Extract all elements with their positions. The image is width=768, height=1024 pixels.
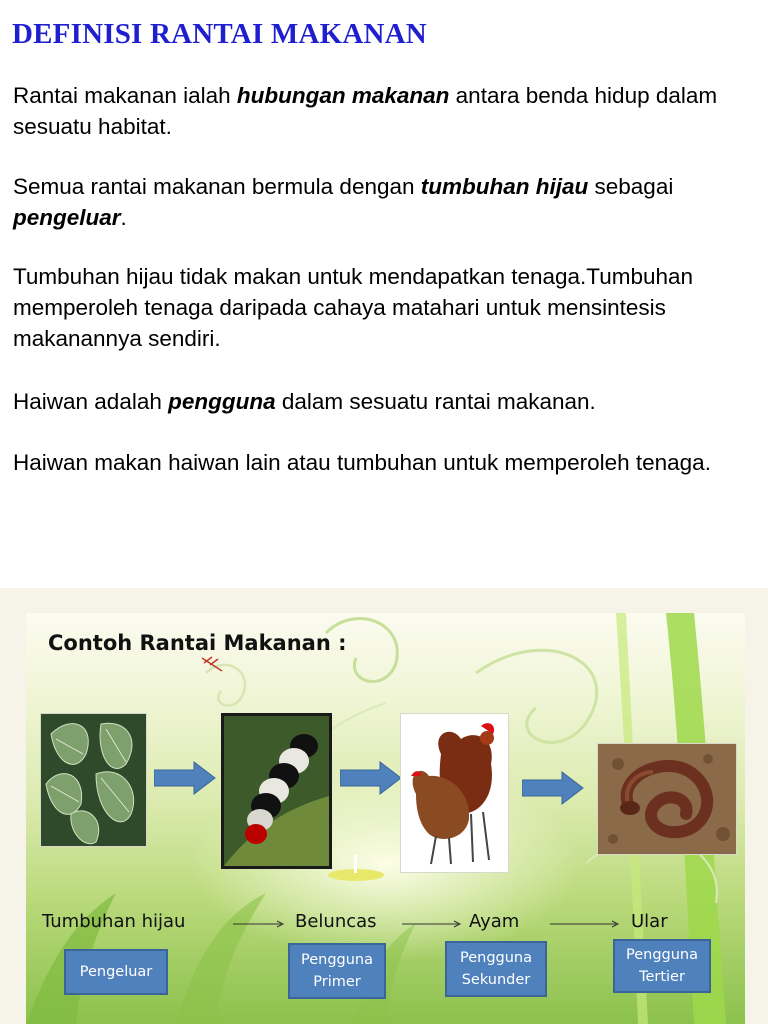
role-box-secondary-consumer: Pengguna Sekunder [445,941,547,997]
organism-name: Ular [631,911,668,932]
arrow-right-icon [522,771,584,805]
food-chain-slide [26,613,745,1024]
role-box-producer: Pengeluar [64,949,168,995]
emphasis-text: tumbuhan hijau [420,174,589,199]
paragraph-consumer: Haiwan adalah pengguna dalam sesuatu rantai makanan. [13,389,596,414]
emphasis-text: hubungan makanan [236,83,450,108]
emphasis-text: pengguna [168,389,276,414]
thin-arrow-icon [233,919,285,929]
figure-heading: Contoh Rantai Makanan : [48,631,347,655]
food-chain-figure [0,588,768,1024]
organism-name: Tumbuhan hijau [42,911,186,932]
arrow-right-icon [154,761,216,795]
organism-name: Beluncas [295,911,377,932]
chickens-image [400,713,509,873]
paragraph-photosynthesis: Tumbuhan hijau tidak makan untuk mendapatkan tenaga.Tumbuhan memperoleh tenaga daripada cahaya matahari untuk mensintesis makanannya sendiri. [13,264,694,351]
thin-arrow-icon [550,919,620,929]
paragraph-animals: Haiwan makan haiwan lain atau tumbuhan untuk memperoleh tenaga. [13,450,711,475]
organism-name: Ayam [469,911,520,932]
arrow-right-icon [340,761,402,795]
plant-leaves-image [40,713,147,847]
emphasis-text: pengeluar [13,205,121,230]
role-box-tertiary-consumer: Pengguna Tertier [613,939,711,993]
caterpillar-image [221,713,332,869]
role-box-primary-consumer: Pengguna Primer [288,943,386,999]
paragraph-producer: Semua rantai makanan bermula dengan tumbuhan hijau sebagai pengeluar. [13,174,674,230]
paragraph-definition: Rantai makanan ialah hubungan makanan antara benda hidup dalam sesuatu habitat. [13,83,718,139]
snake-image [597,743,737,855]
thin-arrow-icon [402,919,462,929]
page-title: DEFINISI RANTAI MAKANAN [12,18,427,50]
